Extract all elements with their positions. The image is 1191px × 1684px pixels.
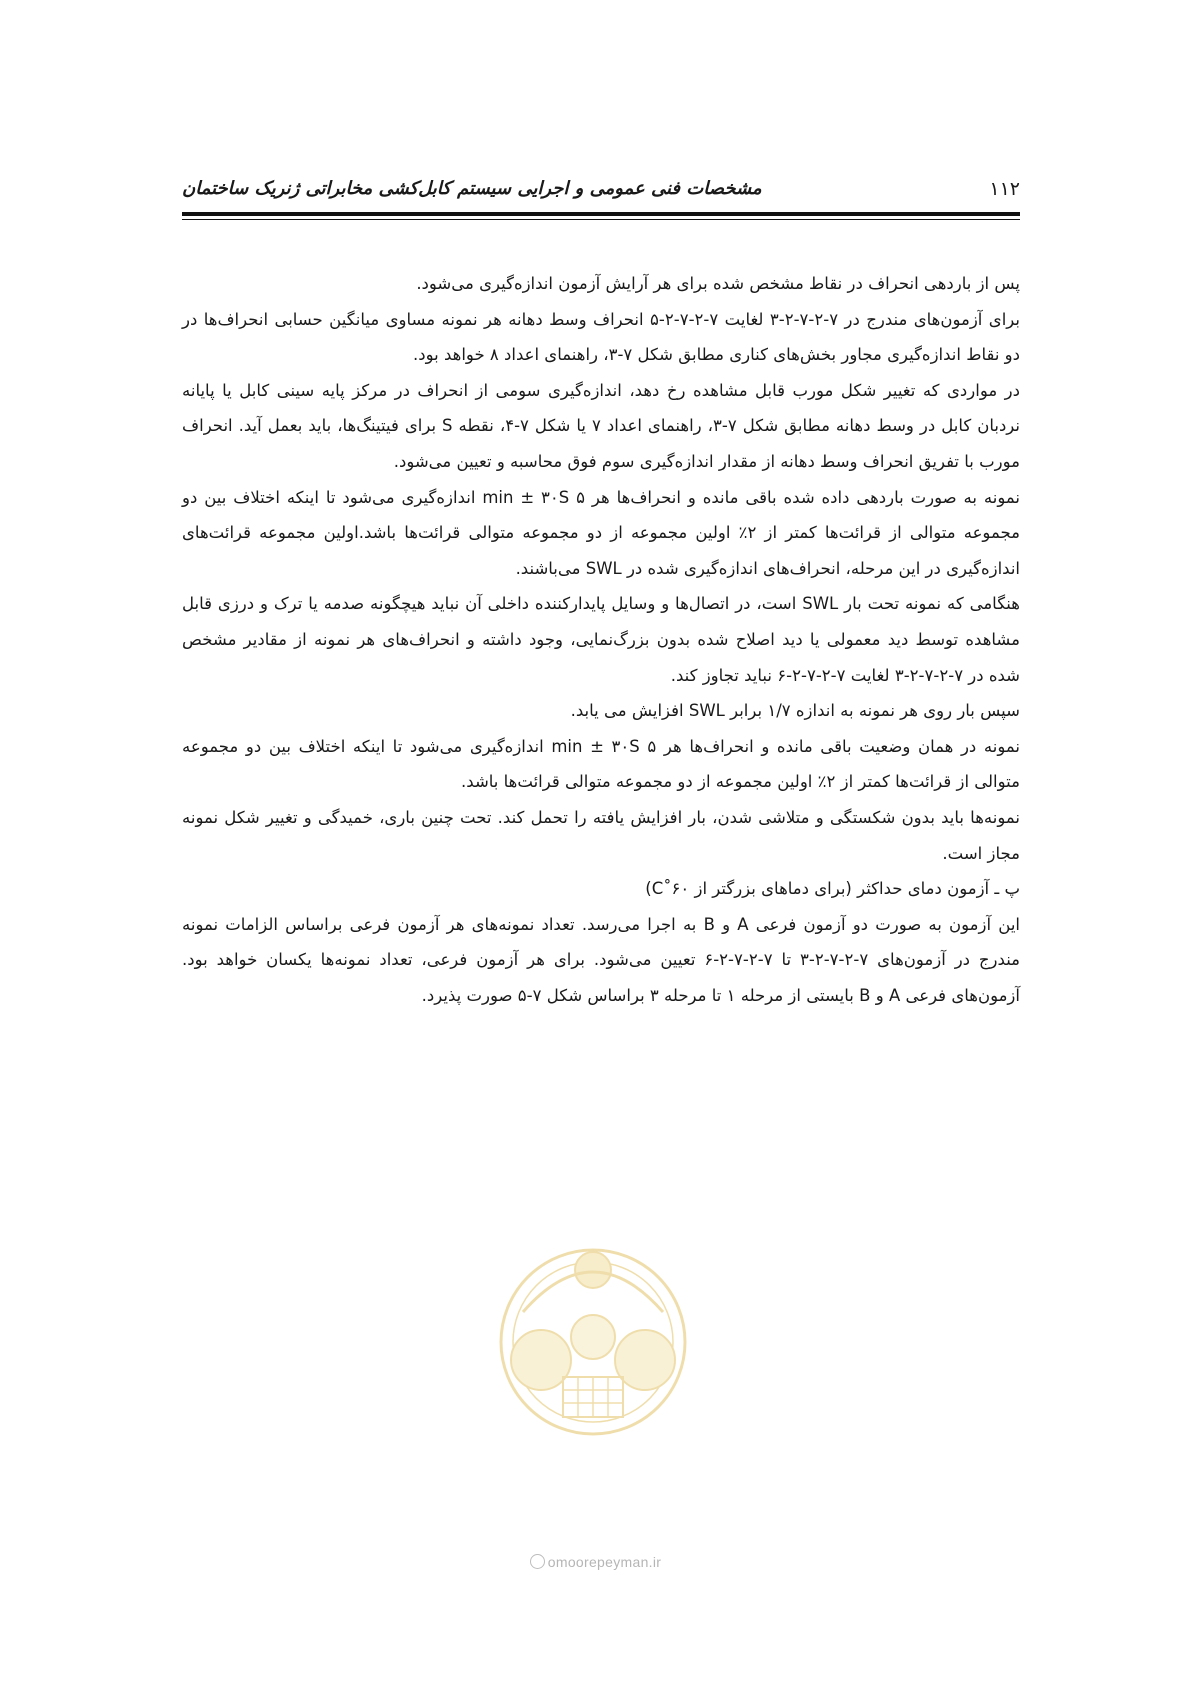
globe-icon: [530, 1554, 545, 1569]
paragraph: برای آزمون‌های مندرج در ۷-۲-۷-۲-۳ لغایت ۷-۲-۷-۲-۵ انحراف وسط دهانه هر نمونه مساوی میانگین حسابی انحراف‌ها در دو نقاط اندازه‌گیری مجاور بخش‌های کناری مطابق شکل ۷-۳، راهنمای اعداد ۸ خواهد بود.: [182, 309, 1020, 365]
paragraph: سپس بار روی هر نمونه به اندازه ۱/۷ برابر SWL افزایش می یابد.: [570, 701, 1020, 721]
header-rule-thin: [182, 219, 1020, 220]
paragraph: هنگامی که نمونه تحت بار SWL است، در اتصال‌ها و وسایل پایدارکننده داخلی آن نباید هیچگونه صدمه یا ترک و درزی قابل مشاهده توسط دید معمولی یا دید اصلاح شده بدون بزرگ‌نمایی، وجود داشته و انحراف‌های هر نمونه از مقادیر مشخص شده در ۷-۲-۷-۲-۳ لغایت ۷-۲-۷-۲-۶ نباید تجاوز کند.: [182, 594, 1020, 685]
watermark-url-text: omoorepeyman.ir: [547, 1554, 662, 1570]
body-text: [182, 266, 1020, 1013]
page-header: [182, 178, 1020, 206]
paragraph: پس از باردهی انحراف در نقاط مشخص شده برای هر آرایش آزمون اندازه‌گیری می‌شود.: [416, 274, 1020, 293]
page-number: ۱۱۲: [989, 178, 1020, 200]
watermark-url: [0, 1554, 1191, 1570]
running-title: مشخصات فنی عمومی و اجرایی سیستم کابل‌کشی مخابراتی ژنریک ساختمان: [182, 178, 762, 199]
header-rule-thick: [182, 212, 1020, 216]
paragraph: نمونه‌ها باید بدون شکستگی و متلاشی شدن، بار افزایش یافته را تحمل کند. تحت چنین باری، خمیدگی و تغییر شکل نمونه مجاز است.: [182, 807, 1020, 863]
paragraph: این آزمون به صورت دو آزمون فرعی A و B به اجرا می‌رسد. تعداد نمونه‌های هر آزمون فرعی براساس الزامات نمونه مندرج در آزمون‌های ۷-۲-۷-۲-۳ تا ۷-۲-۷-۲-۶ تعیین می‌شود. برای هر آزمون فرعی، تعداد نمونه‌ها یکسان خواهد بود. آزمون‌های فرعی A و B بایستی از مرحله ۱ تا مرحله ۳ براساس شکل ۷-۵ صورت پذیرد.: [182, 914, 1021, 1005]
paragraph: نمونه به صورت باردهی داده شده باقی مانده و انحراف‌ها هر ۵ min ± ۳۰S اندازه‌گیری می‌شود تا اینکه اختلاف بین دو مجموعه متوالی از قرائت‌ها کمتر از ۲٪ اولین مجموعه از دو مجموعه متوالی قرائت‌ها باشد.اولین مجموعه قرائت‌های اندازه‌گیری در این مرحله، انحراف‌های اندازه‌گیری شده در SWL می‌باشند.: [182, 487, 1020, 578]
item-heading: پ ـ آزمون دمای حداکثر (برای دماهای بزرگتر از ۶۰˚C): [645, 879, 1020, 899]
paragraph: نمونه در همان وضعیت باقی مانده و انحراف‌ها هر ۵ min ± ۳۰S اندازه‌گیری می‌شود تا اینکه اختلاف بین دو مجموعه متوالی از قرائت‌ها کمتر از ۲٪ اولین مجموعه از دو مجموعه متوالی قرائت‌ها باشد.: [182, 736, 1021, 792]
watermark-seal-icon: [493, 1242, 693, 1442]
paragraph: در مواردی که تغییر شکل مورب قابل مشاهده رخ دهد، اندازه‌گیری سومی از انحراف در مرکز پایه سینی کابل یا پایانه نردبان کابل در وسط دهانه مطابق شکل ۷-۳، راهنمای اعداد ۷ یا شکل ۷-۴، نقطه S برای فیتینگ‌ها، باید بعمل آید. انحراف مورب با تفریق انحراف وسط دهانه از مقدار اندازه‌گیری سوم فوق محاسبه و تعیین می‌شود.: [182, 380, 1020, 471]
